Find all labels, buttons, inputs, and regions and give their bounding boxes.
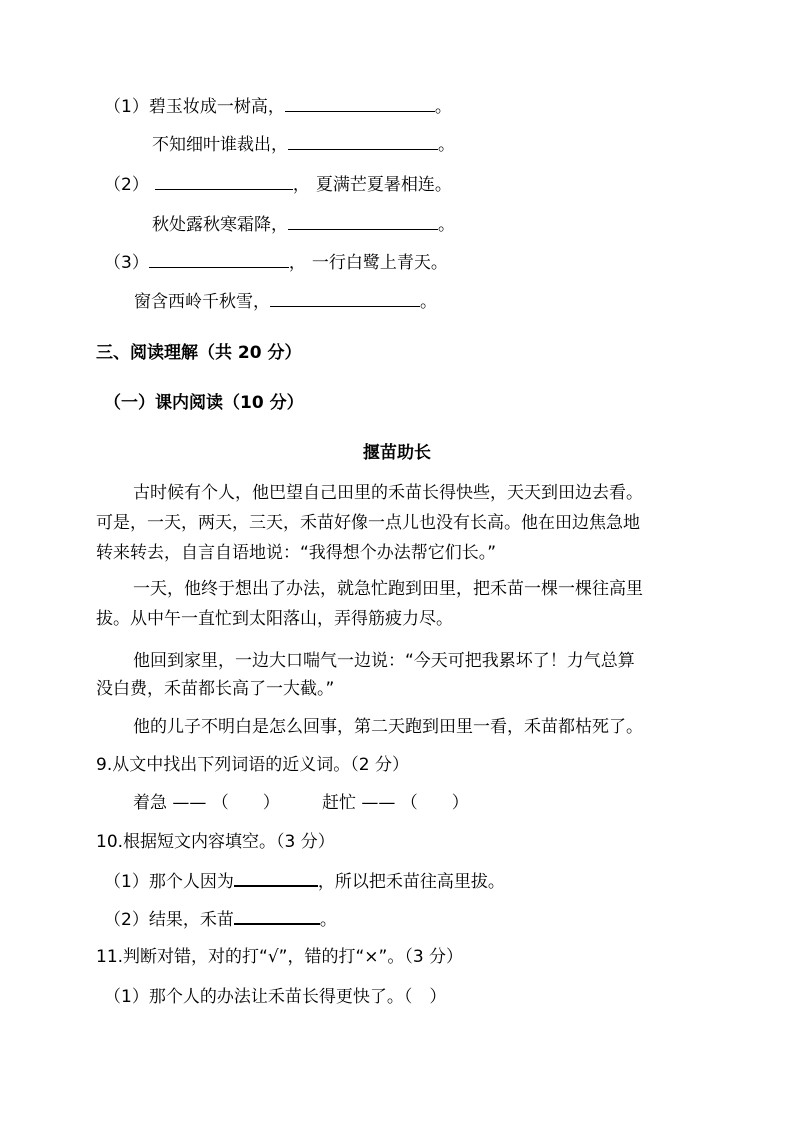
story-line: 古时候有个人，他巴望自己田里的禾苗长得快些，天天到田边去看。: [133, 483, 643, 503]
poem-line-4: 秋处露秋寒霜降， 。: [152, 215, 455, 235]
answer-blank[interactable]: [285, 95, 435, 112]
story-line: 转来转去，自言自语地说：“我得想个办法帮它们长。”: [96, 543, 497, 563]
poem-line-1: （1）碧玉妆成一树高， 。: [104, 97, 452, 117]
question-11-item-1[interactable]: （1）那个人的办法让禾苗长得更快了。（ ）: [104, 987, 447, 1007]
question-10-item-1: （1）那个人因为 ，所以把禾苗往高里拔。: [104, 869, 505, 894]
story-title: 揠苗助长: [363, 443, 431, 463]
story-line: 他回到家里，一边大口喘气一边说：“今天可把我累坏了！力气总算: [133, 651, 635, 671]
answer-blank[interactable]: [270, 290, 420, 307]
answer-blank[interactable]: [288, 133, 438, 150]
subsection-heading: （一）课内阅读（10 分）: [104, 393, 304, 413]
question-9-title: 9.从文中找出下列词语的近义词。（2 分）: [96, 755, 409, 775]
story-line: 一天，他终于想出了办法，就急忙跑到田里，把禾苗一棵一棵往高里: [133, 579, 643, 599]
section-heading: 三、阅读理解（共 20 分）: [96, 343, 302, 363]
question-10-title: 10.根据短文内容填空。（3 分）: [96, 832, 335, 852]
answer-blank[interactable]: [234, 907, 320, 925]
question-10-item-2: （2）结果，禾苗 。: [104, 907, 337, 932]
answer-blank[interactable]: [234, 869, 318, 887]
story-line: 拔。从中午一直忙到太阳落山，弄得筋疲力尽。: [96, 609, 453, 629]
answer-blank[interactable]: [155, 173, 293, 190]
answer-blank[interactable]: [149, 251, 289, 268]
poem-line-5: （3） ， 一行白鹭上青天。: [104, 253, 448, 273]
story-line: 可是，一天，两天，三天，禾苗好像一点儿也没有长高。他在田边焦急地: [96, 513, 640, 533]
poem-line-2: 不知细叶谁裁出， 。: [152, 135, 455, 155]
story-line: 他的儿子不明白是怎么回事，第二天跑到田里一看，禾苗都枯死了。: [133, 717, 643, 737]
poem-line-6: 窗含西岭千秋雪， 。: [134, 292, 437, 312]
poem-line-3: （2） ， 夏满芒夏暑相连。: [104, 175, 452, 195]
question-9-word-1[interactable]: 着急 —— （ ）: [133, 793, 280, 813]
question-11-title: 11.判断对错，对的打“√”，错的打“×”。（3 分）: [96, 947, 464, 967]
question-9-word-2[interactable]: 赶忙 —— （ ）: [322, 793, 469, 813]
answer-blank[interactable]: [288, 213, 438, 230]
story-line: 没白费，禾苗都长高了一大截。”: [96, 679, 335, 699]
